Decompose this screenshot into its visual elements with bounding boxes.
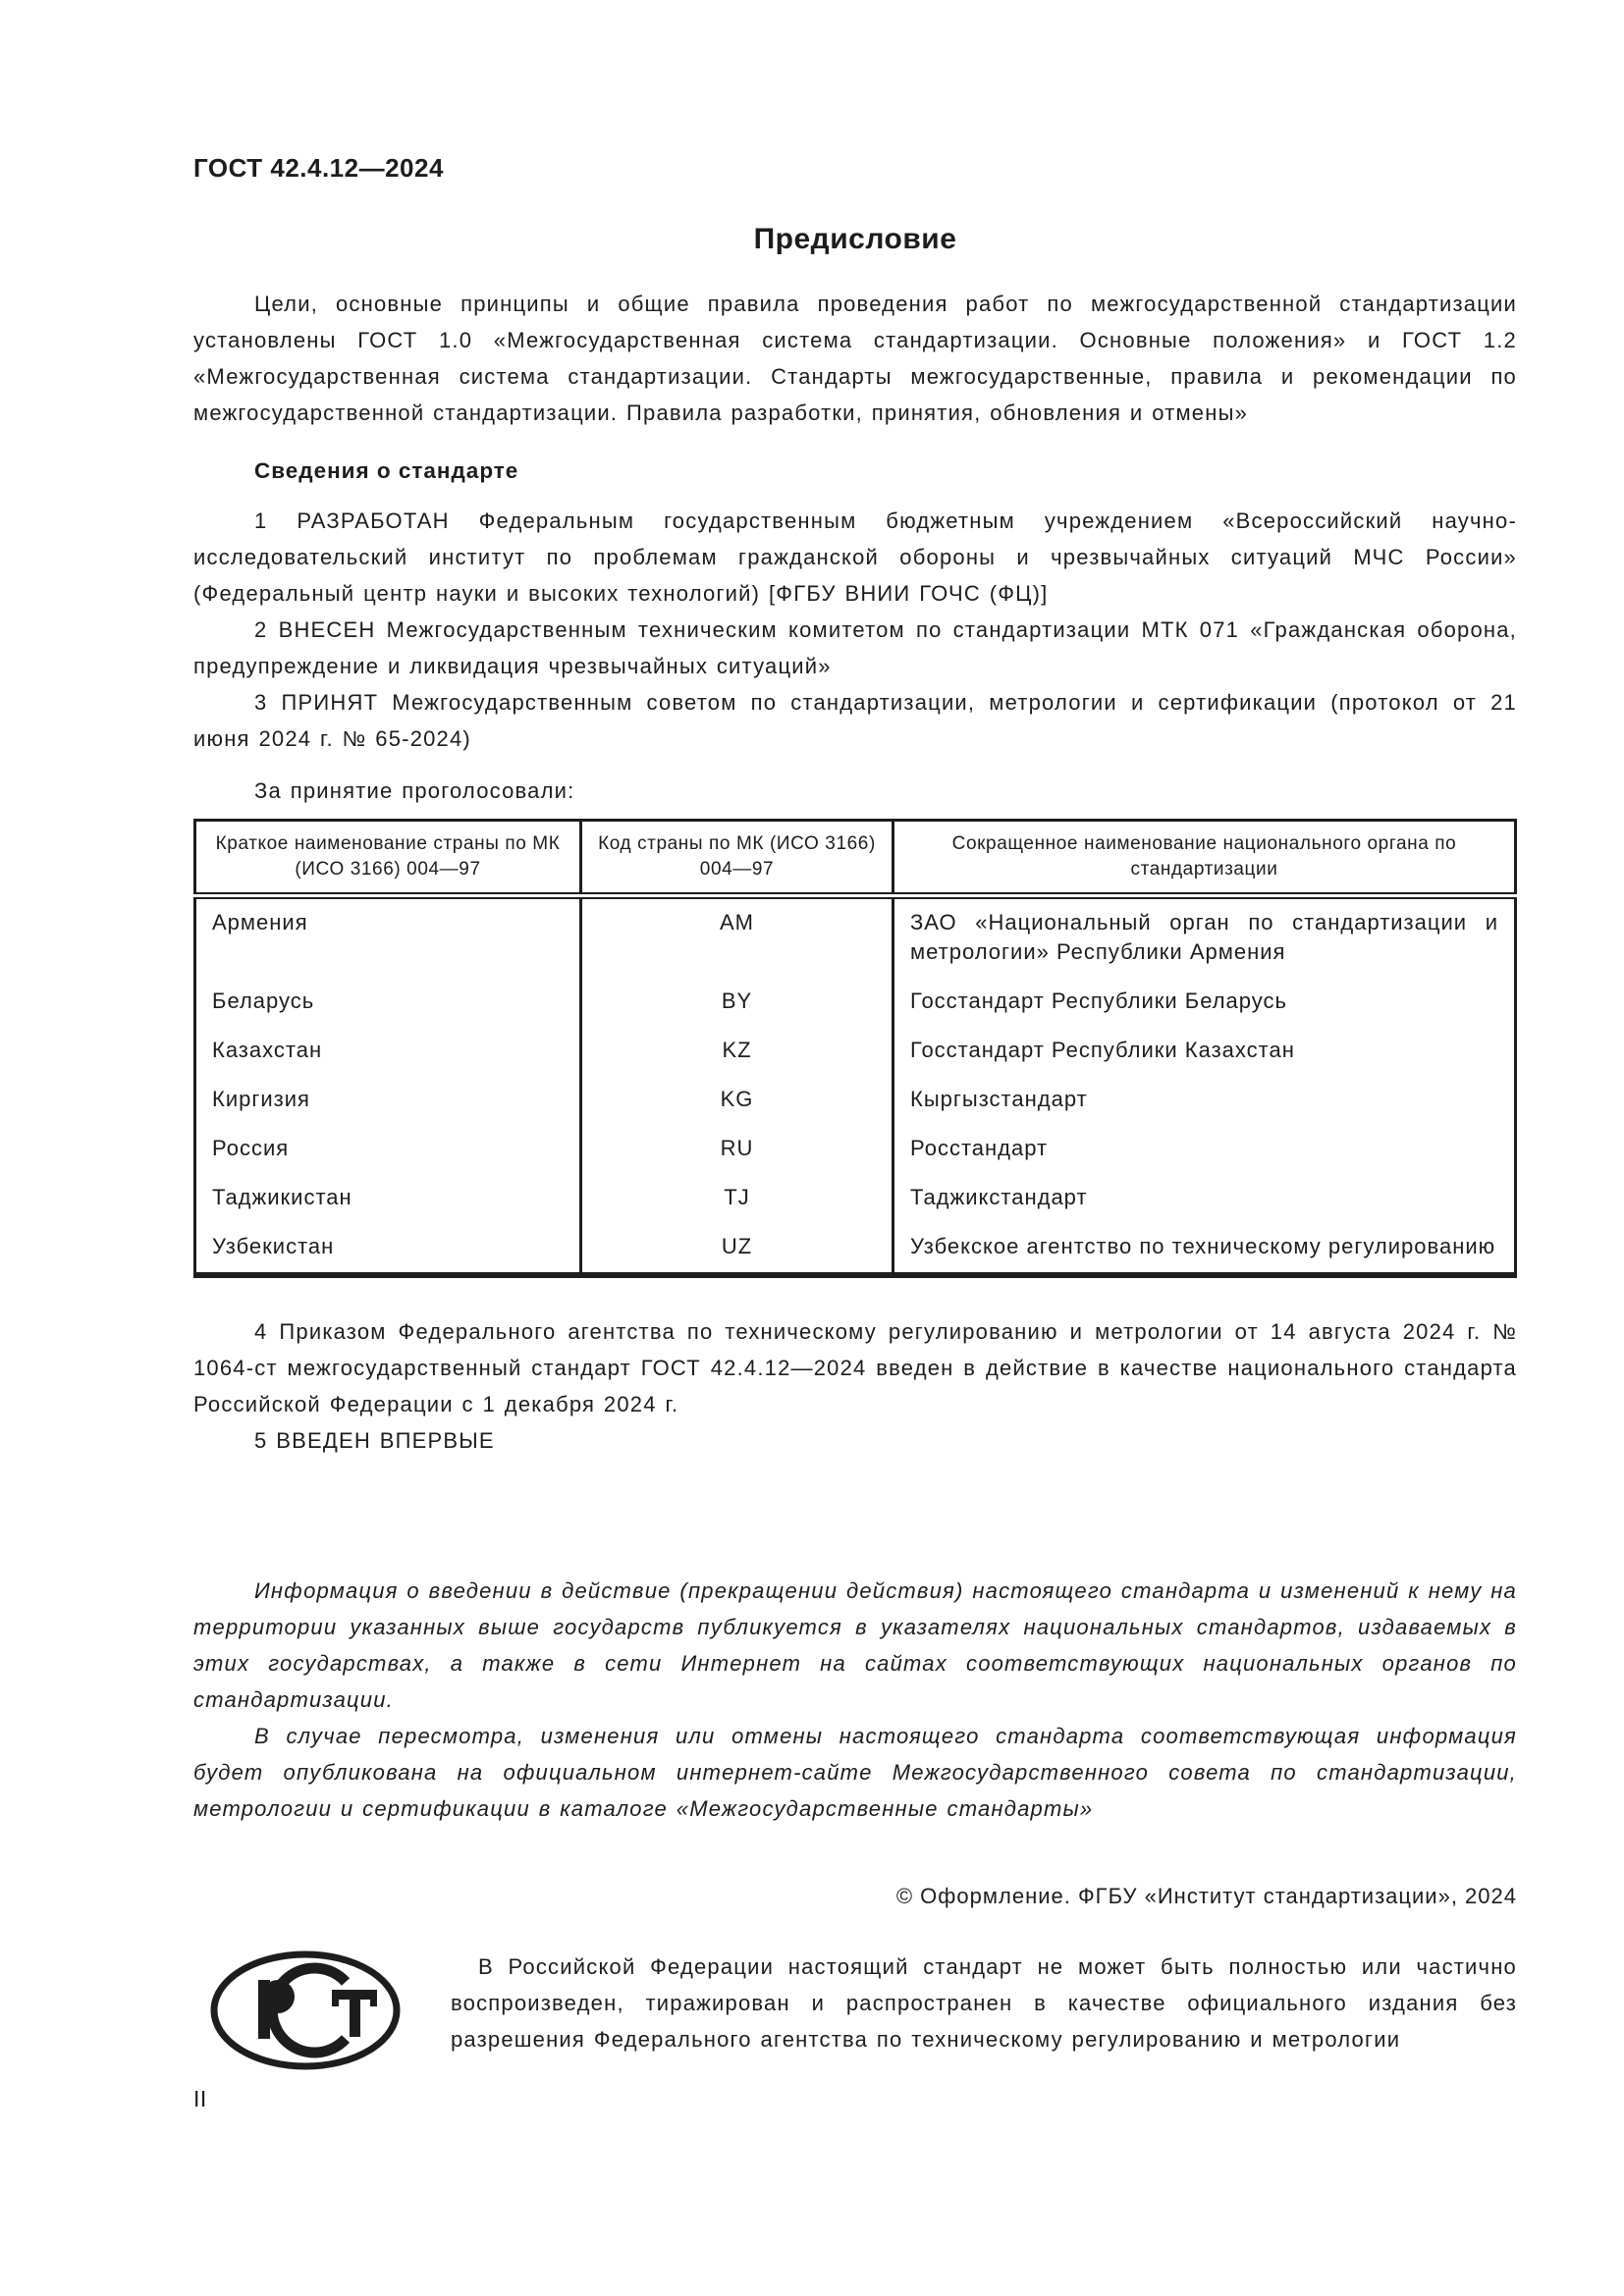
- vote-table: [193, 819, 1517, 1278]
- vote-table-row: [195, 1174, 1516, 1223]
- foreword-item-1: 1 РАЗРАБОТАН Федеральным государственным бюджетным учреждением «Всероссийский научно-исследовательский институт по проблемам гражданской обороны и чрезвычайных ситуаций МЧС России» (Федеральный центр науки и высоких технологий) [ФГБУ ВНИИ ГОЧС (ФЦ)]: [193, 508, 1517, 606]
- country-code-cell: BY: [581, 978, 893, 1027]
- vote-table-row: [195, 1076, 1516, 1125]
- foreword-item-4: 4 Приказом Федерального агентства по техническому регулированию и метрологии от 14 августа 2024 г. № 1064-ст межгосударственный стандарт ГОСТ 42.4.12—2024 введен в действие в качестве национального стандарта Российской Федерации с 1 декабря 2024 г.: [193, 1319, 1517, 1416]
- org-name-cell: Госстандарт Республики Казахстан: [893, 1027, 1516, 1076]
- vote-table-body: [195, 896, 1516, 1276]
- col-header-org: Сокращенное наименование национального органа по стандартизации: [893, 821, 1516, 896]
- vote-intro: За принятие проголосовали:: [254, 778, 575, 803]
- org-name-cell: Кыргызстандарт: [893, 1076, 1516, 1125]
- country-name-cell: Беларусь: [212, 988, 315, 1013]
- copyright-line: © Оформление. ФГБУ «Институт стандартизации», 2024: [895, 1884, 1517, 1908]
- vote-table-row: [195, 1223, 1516, 1275]
- foreword-item-5: 5 ВВЕДЕН ВПЕРВЫЕ: [254, 1428, 495, 1453]
- foreword-intro: Цели, основные принципы и общие правила проведения работ по межгосударственной стандартизации установлены ГОСТ 1.0 «Межгосударственная система стандартизации. Основные положения» и ГОСТ 1.2 «Межгосударственная система стандартизации. Стандарты межгосударственные, правила и рекомендации по межгосударственной стандартизации. Правила разработки, принятия, обновления и отмены»: [193, 292, 1517, 425]
- org-name-cell: Узбекское агентство по техническому регулированию: [893, 1223, 1516, 1275]
- col-header-country: Краткое наименование страны по МК (ИСО 3166) 004—97: [195, 821, 581, 896]
- country-code-cell: UZ: [581, 1223, 893, 1275]
- doc-code: ГОСТ 42.4.12—2024: [193, 153, 444, 183]
- info-heading: Сведения о стандарте: [254, 458, 519, 483]
- availability-note: Информация о введении в действие (прекращении действия) настоящего стандарта и изменений к нему на территории указанных выше государств публикуется в указателях национальных стандартов, издаваемых в этих государствах, а также в сети Интернет на сайтах соответствующих национальных органов по стандартизации.: [193, 1578, 1517, 1712]
- revision-note: В случае пересмотра, изменения или отмены настоящего стандарта соответствующая информация будет опубликована на официальном интернет-сайте Межгосударственного совета по стандартизации, метрологии и сертификации в каталоге «Межгосударственные стандарты»: [193, 1724, 1517, 1821]
- org-name-cell: Росстандарт: [893, 1125, 1516, 1174]
- country-name-cell: Казахстан: [212, 1038, 323, 1062]
- vote-table-row: [195, 978, 1516, 1027]
- country-name-cell: Россия: [212, 1136, 290, 1160]
- rosstandart-logo-icon: [207, 1949, 404, 2072]
- org-name-cell: Таджикстандарт: [893, 1174, 1516, 1223]
- country-code-cell: KZ: [581, 1027, 893, 1076]
- country-name-cell: Киргизия: [212, 1087, 310, 1111]
- restriction-block: [193, 1949, 1517, 2072]
- country-name-cell: Таджикистан: [212, 1185, 352, 1209]
- page-number: II: [193, 2086, 207, 2111]
- restriction-text: В Российской Федерации настоящий стандарт не может быть полностью или частично воспроизведен, тиражирован и распространен в качестве официального издания без разрешения Федерального агентства по техническому регулированию и метрологии: [451, 1954, 1517, 2052]
- country-code-cell: KG: [581, 1076, 893, 1125]
- page-title: Предисловие: [753, 223, 957, 255]
- country-code-cell: TJ: [581, 1174, 893, 1223]
- org-name-cell: ЗАО «Национальный орган по стандартизации и метрологии» Республики Армения: [893, 896, 1516, 979]
- country-name-cell: Узбекистан: [212, 1234, 335, 1258]
- vote-table-row: [195, 1027, 1516, 1076]
- foreword-item-3: 3 ПРИНЯТ Межгосударственным советом по стандартизации, метрологии и сертификации (протокол от 21 июня 2024 г. № 65-2024): [193, 690, 1517, 751]
- foreword-item-2: 2 ВНЕСЕН Межгосударственным техническим комитетом по стандартизации МТК 071 «Гражданская оборона, предупреждение и ликвидация чрезвычайных ситуаций»: [193, 617, 1517, 678]
- vote-table-row: [195, 1125, 1516, 1174]
- vote-table-header-row: [195, 821, 1516, 896]
- country-name-cell: Армения: [212, 910, 308, 934]
- col-header-code: Код страны по МК (ИСО 3166) 004—97: [581, 821, 893, 896]
- country-code-cell: AM: [581, 896, 893, 979]
- vote-table-row: [195, 896, 1516, 979]
- org-name-cell: Госстандарт Республики Беларусь: [893, 978, 1516, 1027]
- country-code-cell: RU: [581, 1125, 893, 1174]
